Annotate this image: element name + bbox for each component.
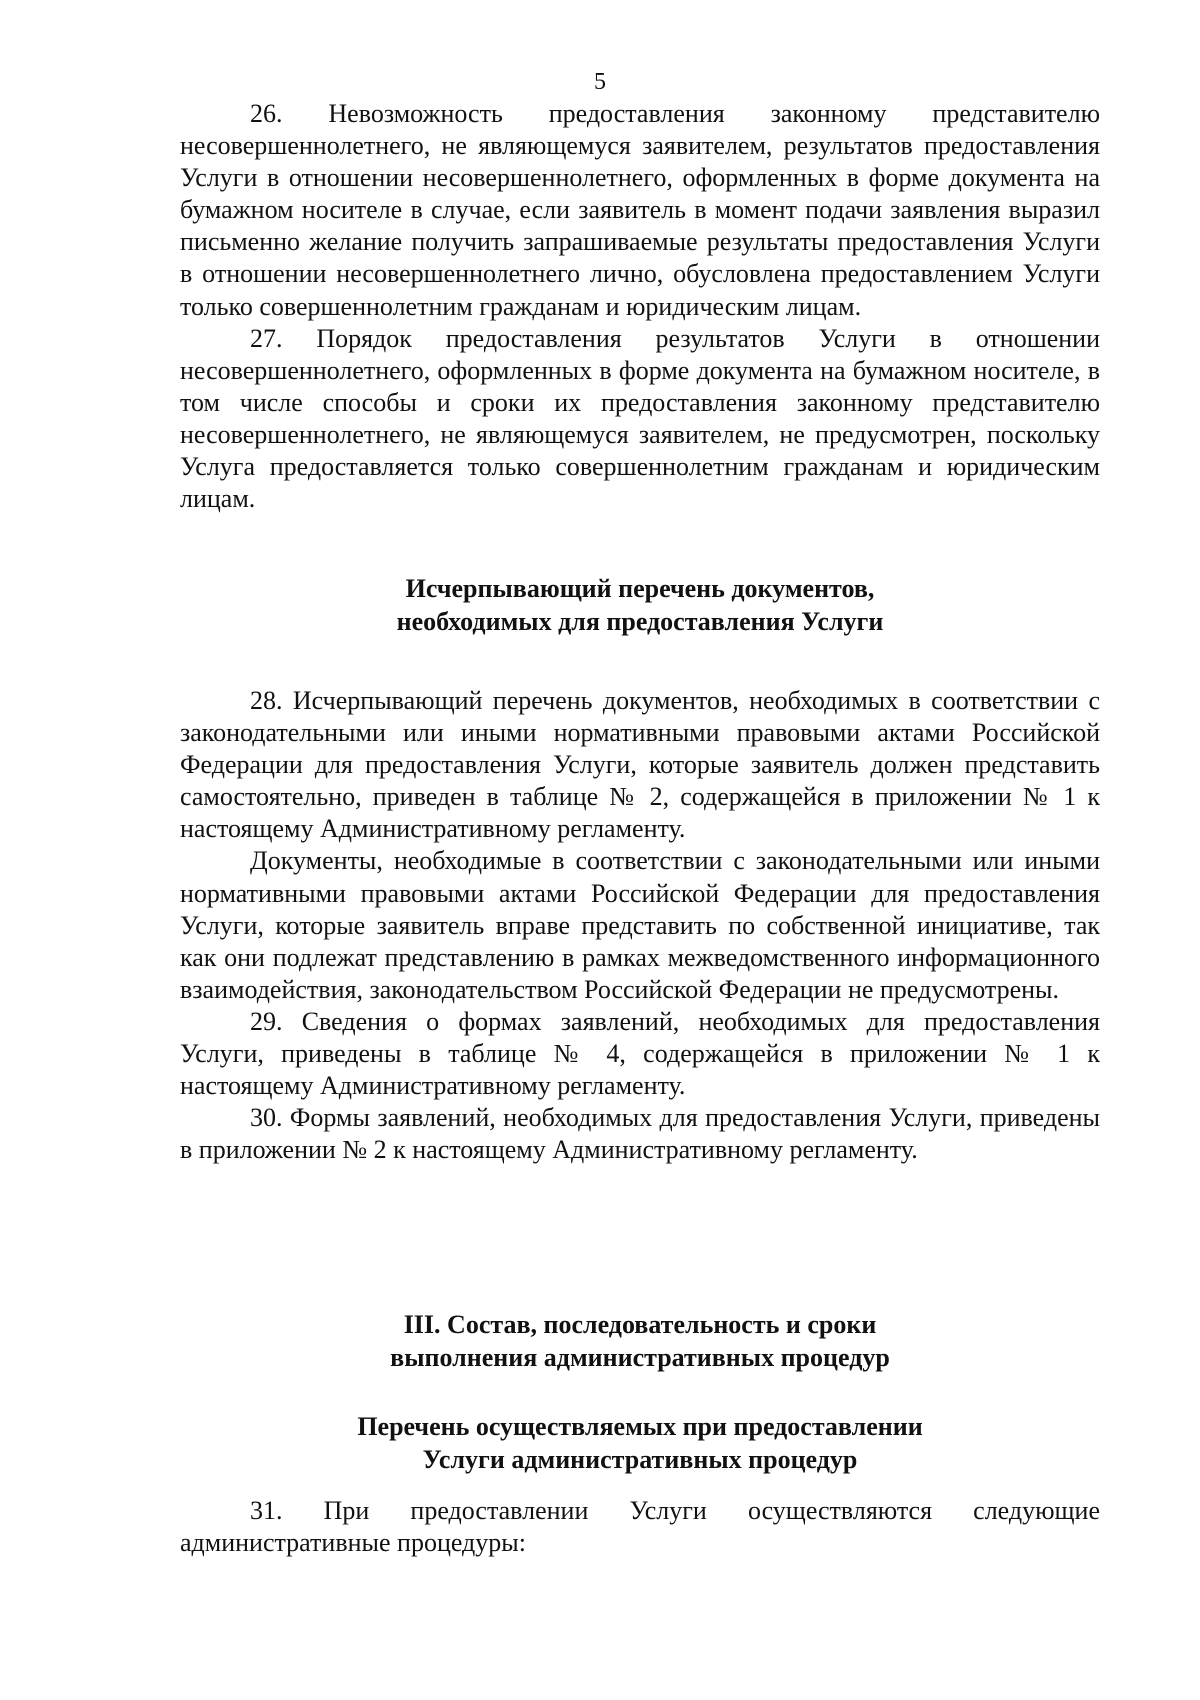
paragraph-28-continuation: Документы, необходимые в соответствии с законодательными или иными нормативными правовыми актами Российской Федерации для предоставления Услуги, которые заявитель вправе представить по собственной инициативе, так как они подлежат представлению в рамках межведомственного информационного взаимодействия, законодательством Российской Федерации не предусмотрены. [180,846,1100,1004]
paragraph-31-block [180,1495,1100,1559]
heading-line: Перечень осуществляемых при предоставлении [357,1412,923,1441]
heading-section-3 [180,1308,1100,1374]
paragraphs-28-30 [180,685,1100,1166]
heading-line: выполнения административных процедур [390,1343,890,1372]
heading-line: необходимых для предоставления Услуги [396,607,884,636]
paragraph-28: 28. Исчерпывающий перечень документов, необходимых в соответствии с законодательными или иными нормативными правовыми актами Российской Федерации для предоставления Услуги, которые заявитель должен представить самостоятельно, приведен в таблице № 2, содержащейся в приложении № 1 к настоящему Административному регламенту. [180,686,1100,844]
paragraph-30: 30. Формы заявлений, необходимых для предоставления Услуги, приведены в приложении № 2 к настоящему Административному регламенту. [180,1103,1100,1165]
page-number: 5 [594,69,606,95]
paragraph-26: 26. Невозможность предоставления законному представителю несовершеннолетнего, не являющемуся заявителем, результатов предоставления Услуги в отношении несовершеннолетнего, оформленных в форме документа на бумажном носителе в случае, если заявитель в момент подачи заявления выразил письменно желание получить запрашиваемые результаты предоставления Услуги в отношении несовершеннолетнего лично, обусловлена предоставлением Услуги только совершеннолетним гражданам и юридическим лицам. [180,99,1100,321]
paragraph-31: 31. При предоставлении Услуги осуществляются следующие административные процедуры: [180,1496,1100,1558]
paragraph-29: 29. Сведения о формах заявлений, необходимых для предоставления Услуги, приведены в таблице № 4, содержащейся в приложении № 1 к настоящему Административному регламенту. [180,1006,1100,1101]
heading-procedures-list [180,1410,1100,1476]
paragraphs-26-27 [180,98,1100,515]
heading-line: III. Состав, последовательность и сроки [403,1310,877,1339]
paragraph-27: 27. Порядок предоставления результатов Услуги в отношении несовершеннолетнего, оформленных в форме документа на бумажном носителе, в том числе способы и сроки их предоставления законному представителю несовершеннолетнего, не являющемуся заявителем, не предусмотрен, поскольку Услуга предоставляется только совершеннолетним гражданам и юридическим лицам. [180,323,1100,514]
heading-line: Исчерпывающий перечень документов, [405,574,875,603]
heading-line: Услуги административных процедур [422,1445,858,1474]
heading-required-documents [180,572,1100,638]
